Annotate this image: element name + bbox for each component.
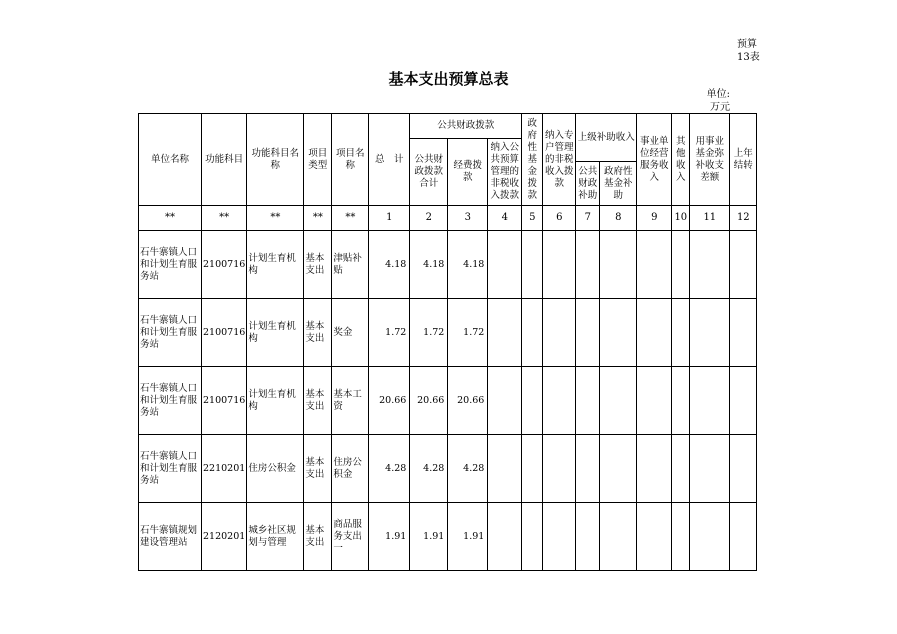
table-number-line2: 13表	[737, 52, 760, 63]
cell-funding: 20.66	[448, 367, 488, 435]
cell-funding: 4.28	[448, 435, 488, 503]
cell-item: 基本工资	[332, 367, 369, 435]
cell-code: 2100716	[202, 299, 247, 367]
cell-total: 1.91	[369, 503, 410, 571]
cell-type: 基本支出	[304, 367, 332, 435]
header-superior-subsidy: 上级补助收入	[576, 114, 637, 162]
cell-total: 4.28	[369, 435, 410, 503]
cell-item: 住房公积金	[332, 435, 369, 503]
cell-unit: 石牛寨镇人口和计划生育服务站	[139, 435, 202, 503]
unit-label	[690, 88, 730, 114]
cell-func-name: 计划生育机构	[247, 367, 304, 435]
header-reserve-fund: 用事业基金弥补收支差额	[690, 114, 730, 206]
table-number-line1: 预算	[737, 39, 757, 50]
table-row	[139, 367, 757, 435]
table-row	[139, 299, 757, 367]
header-budget-nontax: 纳入公共预算管理的非税收入拨款	[488, 139, 522, 206]
header-other-income: 其他收入	[672, 114, 690, 206]
index-cell: 10	[672, 206, 690, 231]
index-cell: 11	[690, 206, 730, 231]
index-cell: 3	[448, 206, 488, 231]
index-cell: 6	[543, 206, 576, 231]
header-business-income: 事业单位经营服务收入	[637, 114, 672, 206]
header-item-name: 项目名称	[332, 114, 369, 206]
cell-unit: 石牛寨镇规划建设管理站	[139, 503, 202, 571]
header-special-nontax: 纳入专户管理的非税收入拨款	[543, 114, 576, 206]
unit-label-line2: 万元	[710, 102, 730, 113]
cell-total: 4.18	[369, 231, 410, 299]
cell-funding: 4.18	[448, 231, 488, 299]
cell-pf-total: 4.18	[410, 231, 448, 299]
cell-code: 2120201	[202, 503, 247, 571]
index-cell: 5	[522, 206, 543, 231]
index-row	[139, 206, 757, 231]
index-cell: 4	[488, 206, 522, 231]
cell-item: 奖金	[332, 299, 369, 367]
cell-funding: 1.72	[448, 299, 488, 367]
index-cell: **	[247, 206, 304, 231]
cell-type: 基本支出	[304, 299, 332, 367]
index-cell: 8	[600, 206, 637, 231]
header-public-finance-total: 公共财政拨款合计	[410, 139, 448, 206]
cell-type: 基本支出	[304, 231, 332, 299]
header-row-1	[139, 114, 757, 139]
cell-unit: 石牛寨镇人口和计划生育服务站	[139, 299, 202, 367]
cell-pf-total: 1.72	[410, 299, 448, 367]
unit-label-line1: 单位:	[706, 89, 730, 100]
cell-item: 津贴补贴	[332, 231, 369, 299]
header-item-type: 项目类型	[304, 114, 332, 206]
index-cell: **	[202, 206, 247, 231]
cell-pf-total: 1.91	[410, 503, 448, 571]
cell-unit: 石牛寨镇人口和计划生育服务站	[139, 367, 202, 435]
cell-total: 20.66	[369, 367, 410, 435]
index-cell: **	[332, 206, 369, 231]
page-title: 基本支出预算总表	[388, 70, 509, 88]
header-func-name: 功能科目名称	[247, 114, 304, 206]
index-cell: 12	[730, 206, 757, 231]
cell-unit: 石牛寨镇人口和计划生育服务站	[139, 231, 202, 299]
index-cell: 9	[637, 206, 672, 231]
header-unit-name: 单位名称	[139, 114, 202, 206]
index-cell: **	[139, 206, 202, 231]
header-func-code: 功能科目	[202, 114, 247, 206]
cell-total: 1.72	[369, 299, 410, 367]
cell-item: 商品服务支出一	[332, 503, 369, 571]
cell-code: 2100716	[202, 367, 247, 435]
cell-func-name: 城乡社区规划与管理	[247, 503, 304, 571]
cell-funding: 1.91	[448, 503, 488, 571]
cell-type: 基本支出	[304, 503, 332, 571]
table-row	[139, 231, 757, 299]
header-public-finance: 公共财政拨款	[410, 114, 522, 139]
table-row	[139, 435, 757, 503]
table-number	[737, 38, 760, 64]
index-cell: 2	[410, 206, 448, 231]
header-gov-fund-subsidy: 政府性基金补助	[600, 162, 637, 206]
cell-pf-total: 20.66	[410, 367, 448, 435]
cell-func-name: 计划生育机构	[247, 299, 304, 367]
header-public-finance-subsidy: 公共财政补助	[576, 162, 600, 206]
index-cell: 1	[369, 206, 410, 231]
cell-func-name: 计划生育机构	[247, 231, 304, 299]
cell-type: 基本支出	[304, 435, 332, 503]
index-cell: **	[304, 206, 332, 231]
cell-func-name: 住房公积金	[247, 435, 304, 503]
cell-code: 2210201	[202, 435, 247, 503]
header-gov-fund: 政府性基金拨款	[522, 114, 543, 206]
header-funding: 经费拨款	[448, 139, 488, 206]
header-carryover: 上年结转	[730, 114, 757, 206]
budget-table	[138, 113, 757, 571]
cell-code: 2100716	[202, 231, 247, 299]
table-row	[139, 503, 757, 571]
index-cell: 7	[576, 206, 600, 231]
header-total: 总 计	[369, 114, 410, 206]
cell-pf-total: 4.28	[410, 435, 448, 503]
